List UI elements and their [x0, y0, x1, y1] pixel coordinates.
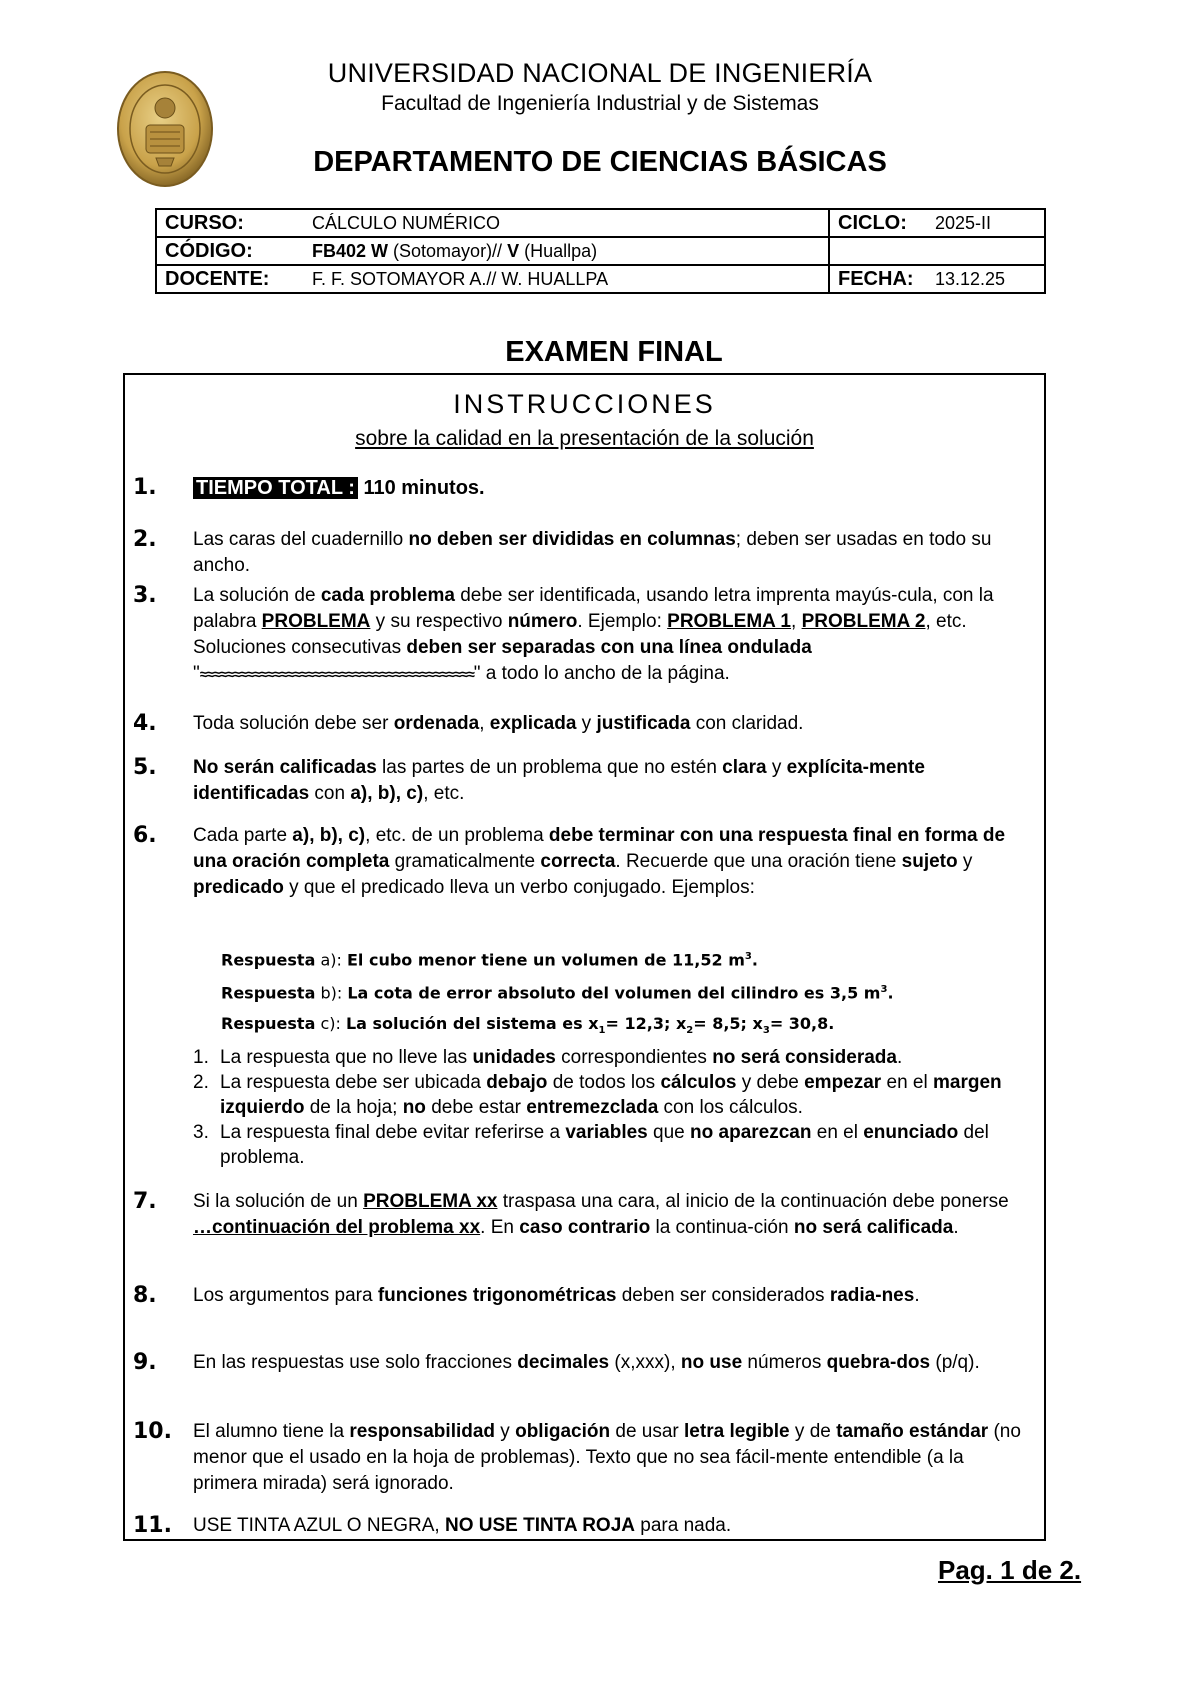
fecha-label: FECHA:	[829, 265, 927, 293]
docente-label: DOCENTE:	[156, 265, 304, 293]
text: La respuesta debe ser ubicada	[220, 1072, 487, 1093]
text-bold: predicado	[193, 877, 284, 898]
text-bold: entremezclada	[526, 1097, 659, 1118]
text: y que el predicado lleva un verbo conjugado. Ejemplos:	[283, 877, 755, 898]
text: La respuesta final debe evitar referirse a	[220, 1122, 566, 1143]
text: en el	[811, 1122, 864, 1143]
empty-cell-value	[927, 237, 1045, 265]
text: .	[914, 1285, 920, 1306]
text: deben ser considerados	[616, 1285, 830, 1306]
instructions-box	[123, 373, 1046, 1541]
text: y	[957, 851, 973, 872]
text: Si la solución de un	[193, 1191, 364, 1212]
text: y	[495, 1421, 516, 1442]
text-bold: sujeto	[901, 851, 958, 872]
text: La respuesta que no lleve las	[220, 1047, 473, 1068]
text: de usar	[610, 1421, 685, 1442]
text-bold: no deben ser divididas en columnas	[408, 529, 736, 550]
text: (p/q).	[930, 1352, 980, 1373]
text: ,	[479, 713, 490, 734]
text: " a todo lo ancho de la página.	[473, 663, 730, 684]
exponent: 3	[744, 951, 752, 962]
text: , etc.	[423, 783, 465, 804]
text-bold: no use	[680, 1352, 743, 1373]
answer-text: La solución del sistema es x	[345, 1013, 599, 1033]
subscript: 1	[598, 1024, 606, 1036]
text-bold: decimales	[517, 1352, 610, 1373]
text-bold: clara	[722, 757, 767, 778]
text: y su respectivo	[370, 611, 508, 632]
answer-example-b	[221, 975, 894, 1008]
text-bold: explícita-mente identificadas	[193, 757, 925, 804]
item-number: 6.	[133, 823, 157, 848]
text-bold: debajo	[486, 1072, 548, 1093]
text: números	[742, 1352, 827, 1373]
answer-part: b):	[315, 983, 348, 1003]
text-bold: margen izquierdo	[220, 1072, 1002, 1118]
subscript: 2	[686, 1024, 694, 1036]
text-bold: número	[507, 611, 578, 632]
exponent: 3	[880, 984, 888, 996]
text: Los argumentos para	[193, 1285, 378, 1306]
text-bold: tamaño estándar	[836, 1421, 989, 1442]
text-bold: a), b), c)	[292, 825, 366, 846]
item-number: 8.	[133, 1283, 157, 1308]
text-bold: no será considerada	[712, 1047, 897, 1068]
text-bold: a), b), c)	[350, 783, 424, 804]
text: .	[896, 1047, 903, 1068]
total-time-highlight: TIEMPO TOTAL :	[193, 477, 358, 499]
text: . Recuerde que una oración tiene	[615, 851, 902, 872]
answer-text: = 8,5; x	[693, 1013, 763, 1033]
text-bold: cálculos	[660, 1072, 737, 1093]
text: La solución de	[193, 585, 321, 606]
text: la continua-ción	[650, 1217, 794, 1238]
item-number: 5.	[133, 755, 157, 780]
answer-label: Respuesta	[221, 950, 316, 970]
answer-rule-1	[193, 1045, 1032, 1070]
text: (x,xxx),	[609, 1352, 681, 1373]
rule-number: 2.	[193, 1072, 209, 1093]
text-bold-underline: PROBLEMA 1	[667, 611, 792, 632]
text-bold: unidades	[472, 1047, 556, 1068]
answer-example-c	[221, 1009, 894, 1046]
text-bold: responsabilidad	[349, 1421, 496, 1442]
answer-text: La cota de error absoluto del volumen del cilindro es 3,5 m	[347, 983, 881, 1003]
answer-example-a	[221, 942, 894, 975]
codigo-label: CÓDIGO:	[156, 237, 304, 265]
codigo-v: V	[507, 240, 520, 261]
instructions-title: INSTRUCCIONES	[453, 389, 716, 419]
exam-title: EXAMEN FINAL	[505, 336, 723, 368]
text: .	[953, 1217, 959, 1238]
text: y debe	[736, 1072, 805, 1093]
text-bold: cada problema	[320, 585, 455, 606]
text: de la hoja;	[304, 1097, 403, 1118]
text: Cada parte	[193, 825, 293, 846]
text: . En	[480, 1217, 520, 1238]
codigo-value	[304, 237, 829, 265]
rule-number: 3.	[193, 1122, 209, 1143]
text: en el	[881, 1072, 933, 1093]
text-bold: caso contrario	[519, 1217, 651, 1238]
page-number: Pag. 1 de 2.	[938, 1555, 1082, 1585]
fecha-value: 13.12.25	[927, 265, 1045, 293]
ciclo-label: CICLO:	[829, 209, 927, 237]
codigo-end: (Huallpa)	[519, 240, 598, 261]
text: las partes de un problema que no estén	[376, 757, 723, 778]
empty-cell	[829, 237, 927, 265]
text-bold-underline: …continuación del problema xx	[193, 1217, 481, 1238]
text: "	[193, 663, 200, 684]
item-number: 1.	[133, 475, 157, 500]
answer-examples	[221, 942, 894, 1046]
answer-rule-2	[193, 1070, 1032, 1120]
curso-label: CURSO:	[156, 209, 304, 237]
docente-value: F. F. SOTOMAYOR A.// W. HUALLPA	[304, 265, 829, 293]
text: con	[309, 783, 351, 804]
text-bold: correcta	[540, 851, 616, 872]
text: , etc. Soluciones consecutivas	[193, 611, 967, 658]
text-bold-underline: PROBLEMA xx	[363, 1191, 498, 1212]
instructions-subtitle: sobre la calidad en la presentación de la solución	[355, 427, 814, 450]
text-bold: no	[402, 1097, 426, 1118]
text-bold-underline: PROBLEMA 2	[801, 611, 926, 632]
text: En las respuestas use solo fracciones	[193, 1352, 518, 1373]
text: traspasa una cara, al inicio de la continuación debe ponerse	[497, 1191, 1009, 1212]
text: gramaticalmente	[389, 851, 541, 872]
text-bold: explicada	[489, 713, 577, 734]
text: del problema.	[220, 1122, 989, 1168]
text-bold: no será calificada	[793, 1217, 954, 1238]
answer-label: Respuesta	[221, 983, 316, 1003]
code-row	[156, 237, 1045, 265]
item-number: 4.	[133, 711, 157, 736]
codigo-mid: (Sotomayor)//	[388, 240, 508, 261]
text: USE TINTA AZUL O NEGRA,	[193, 1515, 445, 1536]
text: que	[647, 1122, 691, 1143]
text-bold: debe terminar con una respuesta final en forma de una oración completa	[193, 825, 1006, 872]
answer-text: = 12,3; x	[605, 1013, 687, 1033]
answer-part: a):	[315, 950, 347, 970]
item-number: 7.	[133, 1189, 157, 1214]
text: correspondientes	[555, 1047, 713, 1068]
answer-rule-3	[193, 1120, 1032, 1170]
text: . Ejemplo:	[577, 611, 668, 632]
answer-part: c):	[315, 1013, 346, 1033]
text: de todos los	[547, 1072, 661, 1093]
text-bold: NO USE TINTA ROJA	[444, 1515, 635, 1536]
curso-value: CÁLCULO NUMÉRICO	[304, 209, 829, 237]
text: El alumno tiene la	[193, 1421, 350, 1442]
answer-end: .	[887, 983, 894, 1003]
codigo-code: FB402 W	[312, 240, 389, 261]
text: ; deben ser usadas en todo su ancho.	[193, 529, 992, 576]
rule-number: 1.	[193, 1047, 209, 1068]
text-bold: justificada	[596, 713, 691, 734]
text-bold: letra legible	[684, 1421, 790, 1442]
total-time-value: 110 minutos.	[357, 477, 485, 499]
item-number: 11.	[133, 1513, 172, 1538]
text: y de	[789, 1421, 837, 1442]
answer-text: El cubo menor tiene un volumen de 11,52 m	[346, 950, 745, 970]
answer-text: = 30,8.	[769, 1013, 835, 1033]
text-bold: quebra-dos	[826, 1352, 931, 1373]
item-number: 10.	[133, 1419, 172, 1444]
item-number: 9.	[133, 1350, 157, 1375]
text-bold-underline: PROBLEMA	[261, 611, 371, 632]
text-bold: enunciado	[863, 1122, 959, 1143]
text: y	[766, 757, 787, 778]
text-bold: funciones trigonométricas	[377, 1285, 617, 1306]
text-bold: obligación	[515, 1421, 611, 1442]
text-bold: No serán calificadas	[193, 757, 377, 778]
text: Las caras del cuadernillo	[193, 529, 409, 550]
text-bold: radia-nes	[829, 1285, 915, 1306]
item-number: 3.	[133, 583, 157, 608]
text: Toda solución debe ser	[193, 713, 394, 734]
course-row	[156, 209, 1045, 237]
text: con claridad.	[690, 713, 804, 734]
answer-rules-list	[193, 1045, 1032, 1170]
answer-label: Respuesta	[221, 1013, 316, 1033]
wavy-line: ≈≈≈≈≈≈≈≈≈≈≈≈≈≈≈≈≈≈≈≈≈≈≈≈≈≈≈≈≈≈≈≈≈≈≈≈≈≈≈≈≈	[199, 666, 474, 682]
text: ,	[791, 611, 802, 632]
course-info-table	[155, 208, 1046, 294]
text: (no menor que el usado en la hoja de problemas). Texto que no sea fácil-mente entendible (a la primera mirada) será ignorado.	[193, 1421, 1021, 1494]
answer-end: .	[751, 950, 758, 970]
text: y	[576, 713, 597, 734]
teacher-row	[156, 265, 1045, 293]
ciclo-value: 2025-II	[927, 209, 1045, 237]
text-bold: no aparezcan	[690, 1122, 812, 1143]
text-bold: empezar	[804, 1072, 882, 1093]
text: con los cálculos.	[658, 1097, 803, 1118]
item-number: 2.	[133, 527, 157, 552]
text: debe ser identificada, usando letra imprenta mayús-cula, con la palabra	[193, 585, 994, 632]
text-bold: ordenada	[393, 713, 480, 734]
department-name: DEPARTAMENTO DE CIENCIAS BÁSICAS	[313, 146, 887, 178]
text-bold: variables	[565, 1122, 648, 1143]
text: , etc. de un problema	[365, 825, 549, 846]
faculty-name: Facultad de Ingeniería Industrial y de Sistemas	[381, 92, 819, 115]
text-bold: deben ser separadas con una línea ondulada	[406, 637, 812, 658]
university-name: UNIVERSIDAD NACIONAL DE INGENIERÍA	[327, 58, 873, 88]
subscript: 3	[762, 1024, 770, 1036]
text: para nada.	[635, 1515, 732, 1536]
text: debe estar	[425, 1097, 527, 1118]
